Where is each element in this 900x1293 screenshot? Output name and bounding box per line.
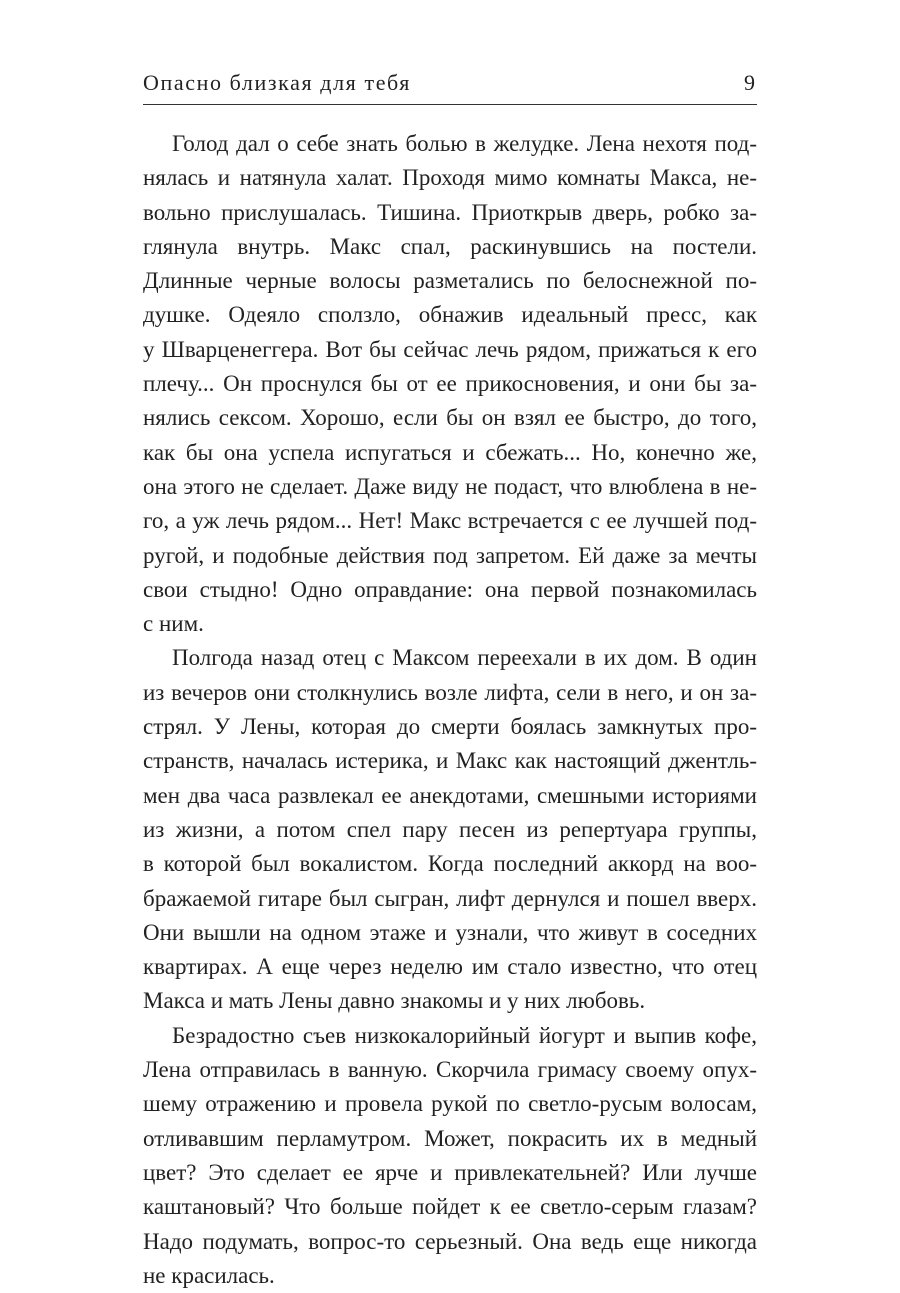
text-line: Длинные черные волосы разметались по белоснежной по- bbox=[143, 268, 757, 294]
text-line: плечу... Он проснулся бы от ее прикосновения, и они бы за- bbox=[143, 371, 757, 397]
text-line: из жизни, а потом спел пару песен из репертуара группы, bbox=[143, 816, 757, 842]
text-line: глянула внутрь. Макс спал, раскинувшись на постели. bbox=[143, 233, 757, 259]
text-line: странств, началась истерика, и Макс как настоящий джентль- bbox=[143, 748, 757, 774]
paragraph bbox=[143, 127, 757, 641]
text-line: каштановый? Что больше пойдет к ее светло-серым глазам? bbox=[143, 1194, 757, 1220]
paragraph bbox=[143, 641, 757, 1018]
paragraph bbox=[143, 1019, 757, 1293]
header-rule bbox=[143, 104, 757, 105]
text-line: как бы она успела испугаться и сбежать... Но, конечно же, bbox=[143, 439, 757, 465]
page-number: 9 bbox=[744, 70, 755, 95]
text-line: Безрадостно съев низкокалорийный йогурт и выпив кофе, bbox=[172, 1022, 757, 1048]
text-line: в которой был вокалистом. Когда последний аккорд на воо- bbox=[143, 851, 757, 877]
text-line: го, а уж лечь рядом... Нет! Макс встречается с ее лучшей под- bbox=[143, 508, 757, 534]
running-header bbox=[143, 66, 757, 100]
text-line: Они вышли на одном этаже и узнали, что живут в соседних bbox=[143, 919, 757, 945]
text-line: она этого не сделает. Даже виду не подаст, что влюблена в не- bbox=[143, 473, 757, 499]
running-title: Опасно близкая для тебя bbox=[143, 70, 412, 95]
text-line: нялась и натянула халат. Проходя мимо комнаты Макса, не- bbox=[143, 165, 757, 191]
text-line: с ним. bbox=[143, 611, 204, 637]
text-line: у Шварценеггера. Вот бы сейчас лечь рядом, прижаться к его bbox=[143, 336, 757, 362]
text-line: бражаемой гитаре был сыгран, лифт дернулся и пошел вверх. bbox=[143, 885, 757, 911]
text-line: из вечеров они столкнулись возле лифта, сели в него, и он за- bbox=[143, 679, 757, 705]
text-line: Надо подумать, вопрос-то серьезный. Она ведь еще никогда bbox=[143, 1228, 757, 1254]
text-line: вольно прислушалась. Тишина. Приоткрыв дверь, робко за- bbox=[143, 199, 757, 225]
text-line: Макса и мать Лены давно знакомы и у них любовь. bbox=[143, 988, 646, 1014]
text-line: цвет? Это сделает ее ярче и привлекательней? Или лучше bbox=[143, 1159, 757, 1185]
text-line: отливавшим перламутром. Может, покрасить их в медный bbox=[143, 1125, 757, 1151]
text-line: не красилась. bbox=[143, 1262, 275, 1288]
text-line: квартирах. А еще через неделю им стало известно, что отец bbox=[143, 954, 757, 980]
text-line: нялись сексом. Хорошо, если бы он взял ее быстро, до того, bbox=[143, 405, 757, 431]
text-line: шему отражению и провела рукой по светло-русым волосам, bbox=[143, 1091, 757, 1117]
text-line: душке. Одеяло сползло, обнажив идеальный пресс, как bbox=[143, 302, 757, 328]
text-line: стрял. У Лены, которая до смерти боялась замкнутых про- bbox=[143, 714, 757, 740]
text-line: ругой, и подобные действия под запретом. Ей даже за мечты bbox=[143, 542, 757, 568]
text-line: свои стыдно! Одно оправдание: она первой познакомилась bbox=[143, 576, 757, 602]
text-line: Полгода назад отец с Максом переехали в их дом. В один bbox=[172, 645, 757, 671]
body-text bbox=[143, 127, 757, 1293]
text-line: Голод дал о себе знать болью в желудке. Лена нехотя под- bbox=[172, 131, 757, 156]
text-line: Лена отправилась в ванную. Скорчила гримасу своему опух- bbox=[143, 1057, 757, 1083]
text-line: мен два часа развлекал ее анекдотами, смешными историями bbox=[143, 782, 757, 808]
